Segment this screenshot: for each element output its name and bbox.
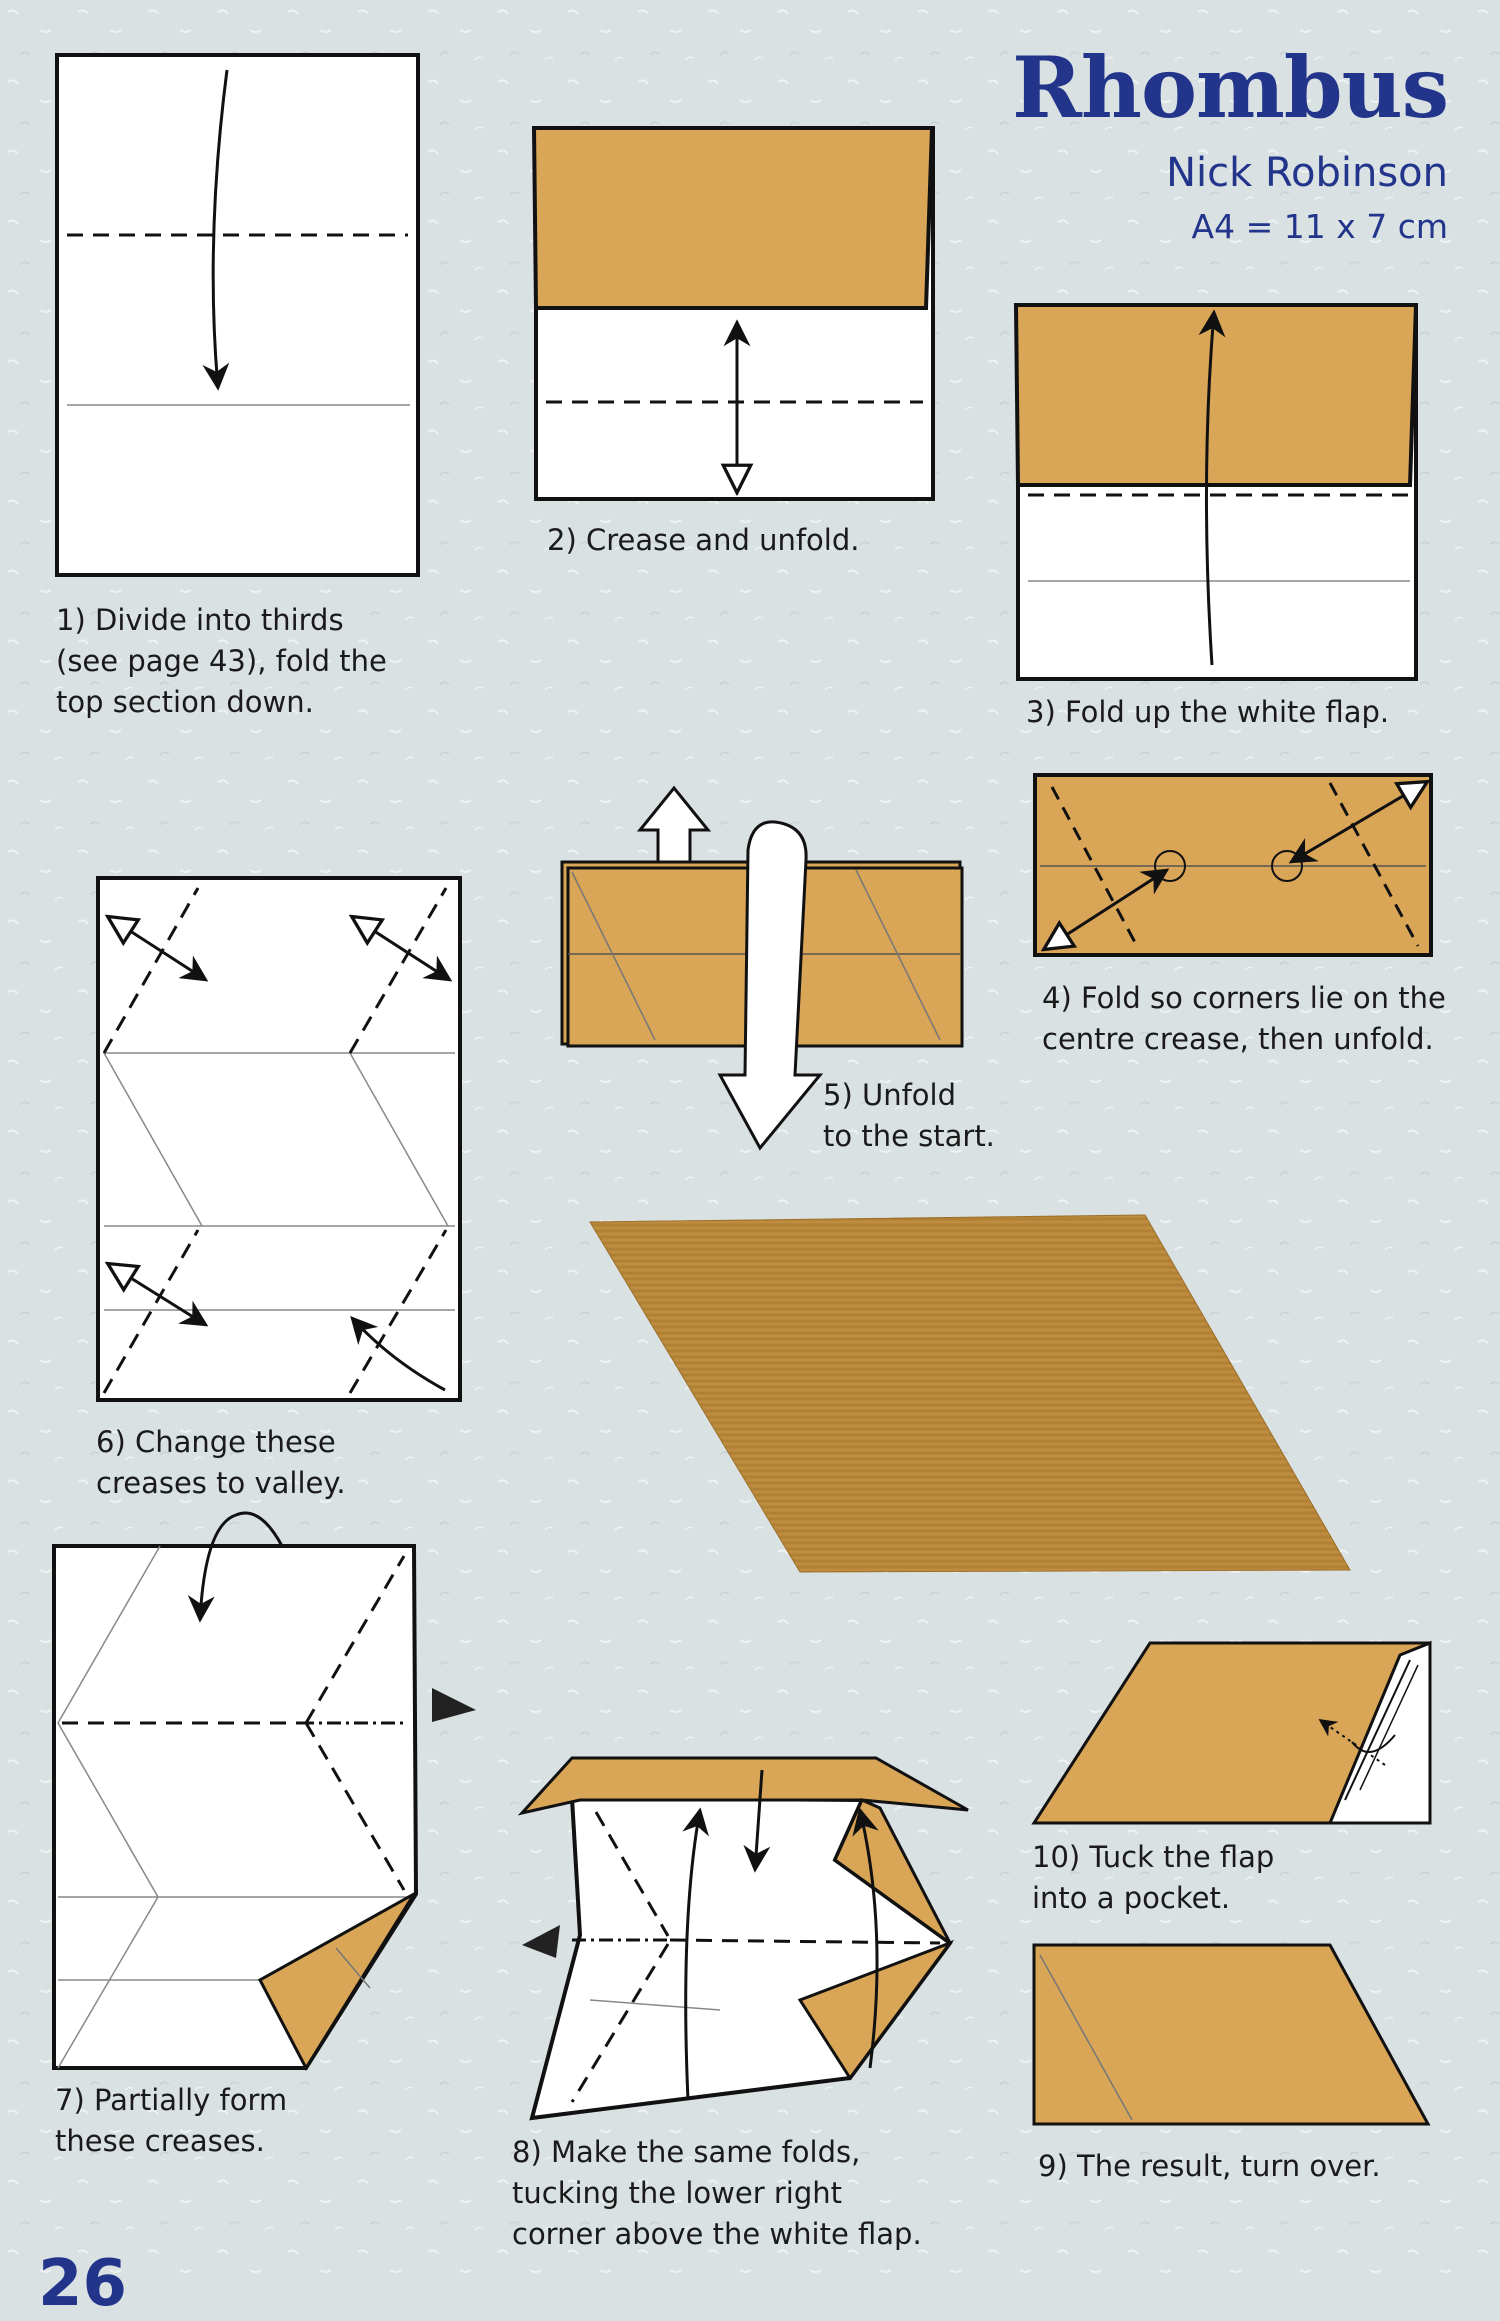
step-4-diagram (1035, 775, 1431, 955)
paper-size-note: A4 = 11 x 7 cm (1191, 207, 1448, 246)
step-2-caption: 2) Crease and unfold. (547, 523, 860, 557)
step-3-diagram (1016, 305, 1416, 679)
finished-rhombus-photo (590, 1215, 1350, 1572)
step-2-diagram (534, 128, 933, 499)
step-9-diagram (1034, 1945, 1428, 2124)
step-7-diagram (54, 1513, 476, 2068)
step-9-caption: 9) The result, turn over. (1038, 2149, 1381, 2183)
step-10-diagram (1034, 1643, 1430, 1823)
step-10-caption: 10) Tuck the flap into a pocket. (1032, 1840, 1275, 1915)
step-8-caption: 8) Make the same folds, tucking the lower right corner above the white flap. (512, 2135, 922, 2251)
step-5-caption: 5) Unfold to the start. (823, 1078, 995, 1153)
step-1-diagram (57, 55, 418, 575)
step-1-caption: 1) Divide into thirds (see page 43), fold the top section down. (56, 603, 387, 719)
step-7-caption: 7) Partially form these creases. (55, 2083, 288, 2158)
page-number: 26 (38, 2247, 128, 2321)
author-name: Nick Robinson (1166, 150, 1448, 196)
step-8-diagram (522, 1758, 968, 2118)
page-title: Rhombus (1012, 38, 1448, 137)
step-6-caption: 6) Change these creases to valley. (96, 1425, 346, 1500)
step-6-diagram (98, 878, 460, 1400)
step-3-caption: 3) Fold up the white flap. (1026, 695, 1390, 729)
step-4-caption: 4) Fold so corners lie on the centre crease, then unfold. (1042, 981, 1446, 1056)
